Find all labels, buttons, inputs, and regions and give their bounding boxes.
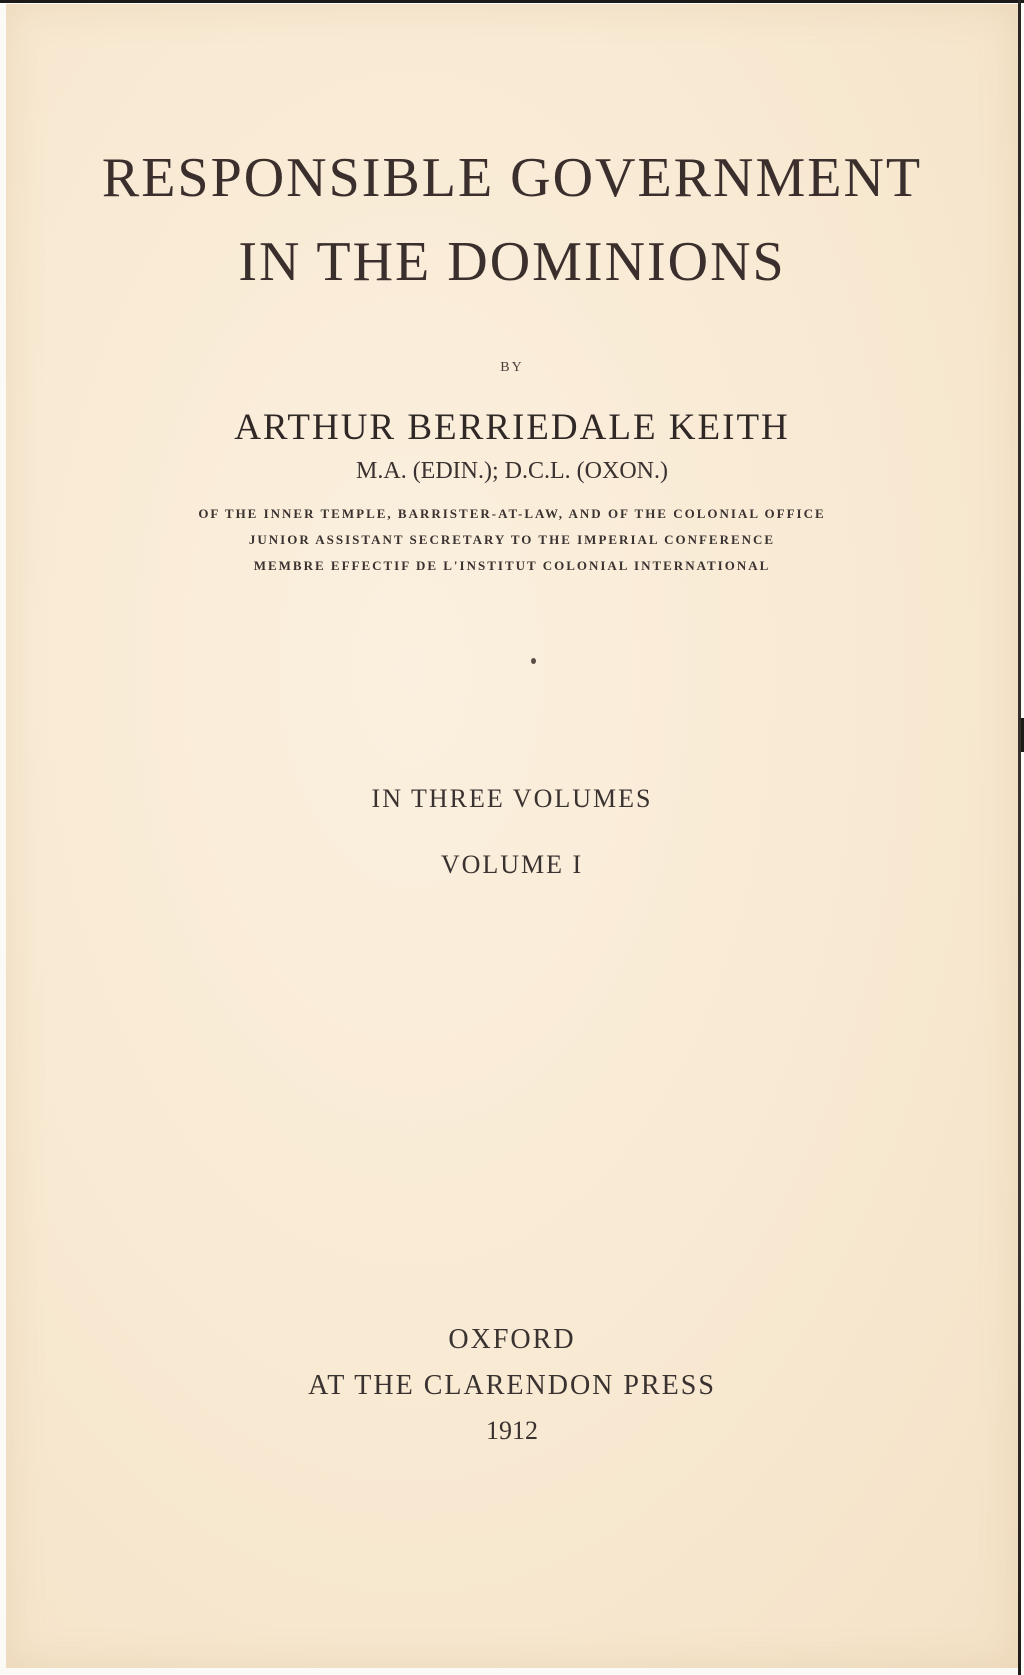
by-label: BY [500,360,524,375]
publisher-name: AT THE CLARENDON PRESS [308,1370,716,1401]
affiliation-line-1: OF THE INNER TEMPLE, BARRISTER-AT-LAW, AND OF THE COLONIAL OFFICE [198,506,826,521]
scan-right-edge [1018,0,1021,1675]
affiliation-line-3: MEMBRE EFFECTIF DE L'INSTITUT COLONIAL INTERNATIONAL [253,558,771,573]
volume-number: VOLUME I [440,850,584,879]
title-line-1: RESPONSIBLE GOVERNMENT [101,147,923,209]
scan-top-edge [0,0,1024,3]
publication-year: 1912 [486,1416,538,1445]
author-name: ARTHUR BERRIEDALE KEITH [234,407,790,448]
author-degrees: M.A. (EDIN.); D.C.L. (OXON.) [356,458,668,484]
title-line-2: IN THE DOMINIONS [238,231,786,293]
title-page [6,4,1018,1668]
volumes-note: IN THREE VOLUMES [371,784,653,813]
publisher-city: OXFORD [448,1324,576,1355]
affiliation-line-2: JUNIOR ASSISTANT SECRETARY TO THE IMPERIAL CONFERENCE [248,532,776,547]
printer-ornament [531,658,536,664]
